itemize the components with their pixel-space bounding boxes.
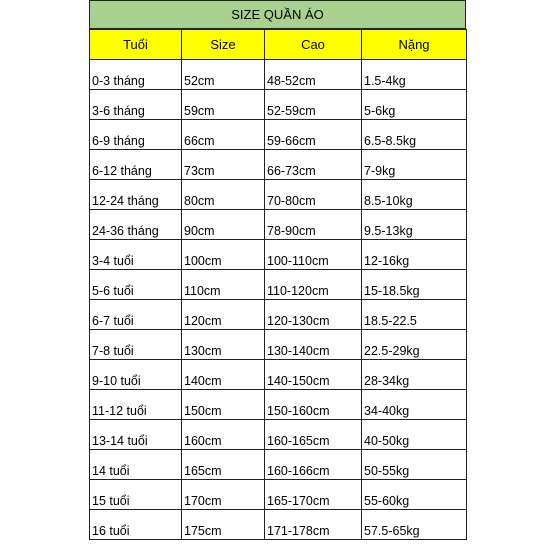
weight-cell: 28-34kg (362, 360, 467, 390)
size-cell: 120cm (182, 300, 265, 330)
header-age: Tuổi (90, 30, 182, 60)
height-cell: 78-90cm (265, 210, 362, 240)
table-row (90, 330, 467, 360)
age-cell: 12-24 tháng (90, 180, 182, 210)
age-cell: 9-10 tuổi (90, 360, 182, 390)
weight-cell: 18.5-22.5 (362, 300, 467, 330)
weight-cell: 40-50kg (362, 420, 467, 450)
age-cell: 11-12 tuổi (90, 390, 182, 420)
height-cell: 59-66cm (265, 120, 362, 150)
height-cell: 160-166cm (265, 450, 362, 480)
size-cell: 52cm (182, 60, 265, 90)
size-cell: 110cm (182, 270, 265, 300)
size-cell: 140cm (182, 360, 265, 390)
height-cell: 110-120cm (265, 270, 362, 300)
weight-cell: 55-60kg (362, 480, 467, 510)
size-table (89, 29, 467, 540)
weight-cell: 22.5-29kg (362, 330, 467, 360)
size-cell: 100cm (182, 240, 265, 270)
weight-cell: 7-9kg (362, 150, 467, 180)
table-row (90, 90, 467, 120)
weight-cell: 50-55kg (362, 450, 467, 480)
table-row (90, 180, 467, 210)
age-cell: 7-8 tuổi (90, 330, 182, 360)
age-cell: 3-4 tuổi (90, 240, 182, 270)
weight-cell: 57.5-65kg (362, 510, 467, 540)
header-size: Size (182, 30, 265, 60)
age-cell: 14 tuổi (90, 450, 182, 480)
age-cell: 6-7 tuổi (90, 300, 182, 330)
size-cell: 59cm (182, 90, 265, 120)
height-cell: 70-80cm (265, 180, 362, 210)
size-chart (89, 0, 466, 540)
height-cell: 66-73cm (265, 150, 362, 180)
table-row (90, 120, 467, 150)
table-row (90, 210, 467, 240)
chart-title: SIZE QUẦN ÁO (89, 0, 466, 29)
height-cell: 120-130cm (265, 300, 362, 330)
age-cell: 13-14 tuổi (90, 420, 182, 450)
size-cell: 66cm (182, 120, 265, 150)
weight-cell: 9.5-13kg (362, 210, 467, 240)
height-cell: 160-165cm (265, 420, 362, 450)
header-row (90, 30, 467, 60)
table-row (90, 270, 467, 300)
size-cell: 170cm (182, 480, 265, 510)
age-cell: 0-3 tháng (90, 60, 182, 90)
table-row (90, 150, 467, 180)
table-row (90, 510, 467, 540)
height-cell: 171-178cm (265, 510, 362, 540)
weight-cell: 8.5-10kg (362, 180, 467, 210)
age-cell: 16 tuổi (90, 510, 182, 540)
age-cell: 24-36 tháng (90, 210, 182, 240)
weight-cell: 15-18.5kg (362, 270, 467, 300)
height-cell: 150-160cm (265, 390, 362, 420)
table-row (90, 450, 467, 480)
weight-cell: 5-6kg (362, 90, 467, 120)
size-cell: 150cm (182, 390, 265, 420)
weight-cell: 34-40kg (362, 390, 467, 420)
table-row (90, 300, 467, 330)
height-cell: 140-150cm (265, 360, 362, 390)
age-cell: 3-6 tháng (90, 90, 182, 120)
size-cell: 175cm (182, 510, 265, 540)
size-cell: 90cm (182, 210, 265, 240)
size-cell: 73cm (182, 150, 265, 180)
header-weight: Nặng (362, 30, 467, 60)
table-row (90, 420, 467, 450)
age-cell: 6-9 tháng (90, 120, 182, 150)
height-cell: 130-140cm (265, 330, 362, 360)
table-body (90, 60, 467, 540)
size-cell: 80cm (182, 180, 265, 210)
table-row (90, 240, 467, 270)
weight-cell: 12-16kg (362, 240, 467, 270)
table-row (90, 480, 467, 510)
height-cell: 52-59cm (265, 90, 362, 120)
height-cell: 48-52cm (265, 60, 362, 90)
size-cell: 165cm (182, 450, 265, 480)
age-cell: 5-6 tuổi (90, 270, 182, 300)
size-cell: 160cm (182, 420, 265, 450)
table-row (90, 360, 467, 390)
height-cell: 100-110cm (265, 240, 362, 270)
age-cell: 6-12 tháng (90, 150, 182, 180)
table-row (90, 60, 467, 90)
height-cell: 165-170cm (265, 480, 362, 510)
table-row (90, 390, 467, 420)
header-height: Cao (265, 30, 362, 60)
weight-cell: 6.5-8.5kg (362, 120, 467, 150)
age-cell: 15 tuổi (90, 480, 182, 510)
size-cell: 130cm (182, 330, 265, 360)
weight-cell: 1.5-4kg (362, 60, 467, 90)
